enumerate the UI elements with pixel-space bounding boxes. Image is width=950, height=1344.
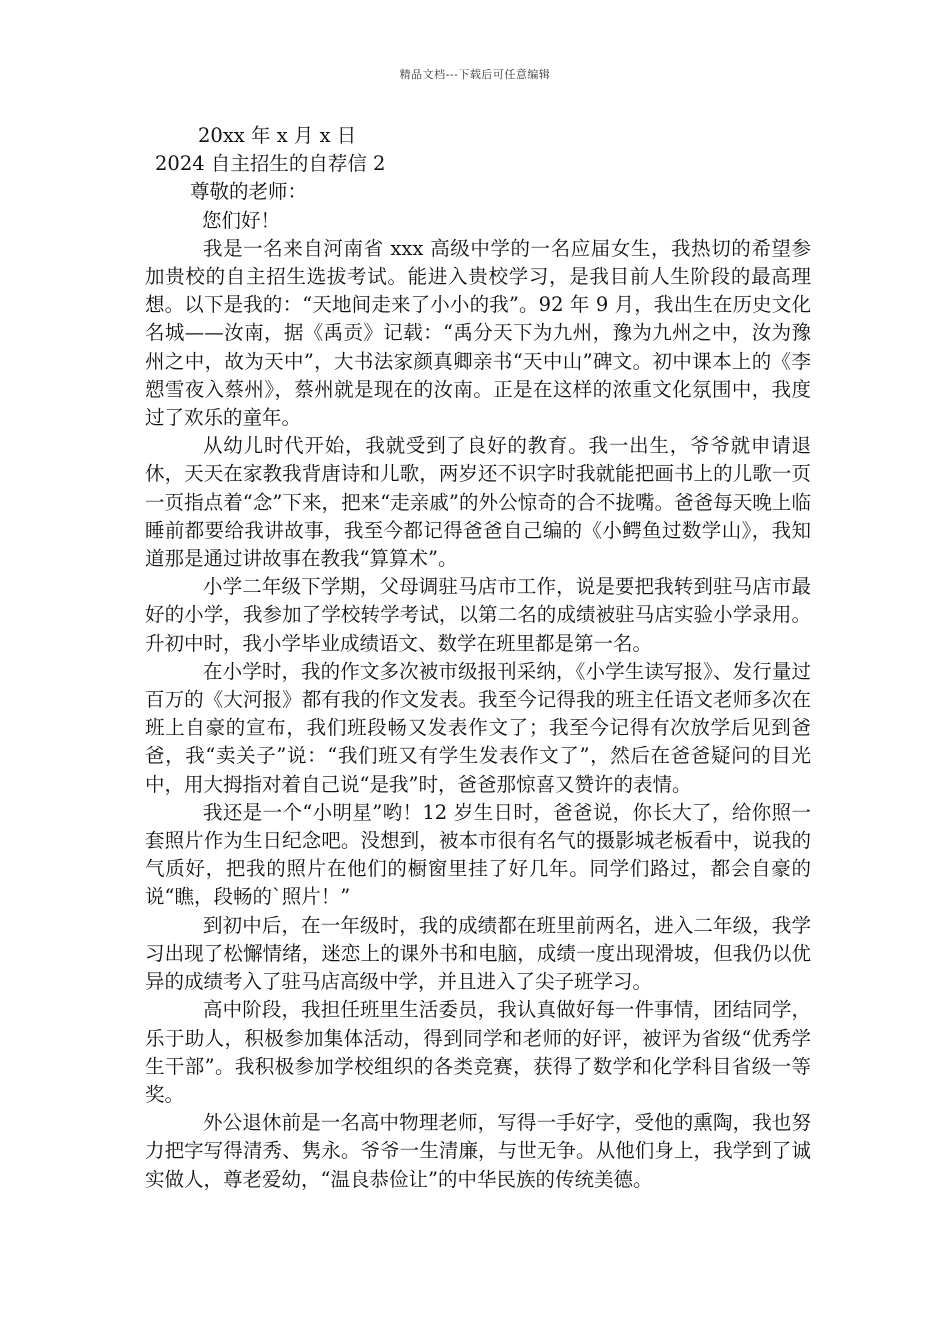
page-header-note: 精品文档---下载后可任意编辑 [399,68,551,81]
paragraph-high-school: 高中阶段，我担任班里生活委员，我认真做好每一件事情，团结同学，乐于助人，积极参加集体活动，得到同学和老师的好评，被评为省级“优秀学生干部”。我积极参加学校组织的各类竞赛，获得了数学和化学科目省级一等奖。 [145,998,811,1106]
paragraph-primary-transfer: 小学二年级下学期，父母调驻马店市工作，说是要把我转到驻马店市最好的小学，我参加了学校转学考试，以第二名的成绩被驻马店实验小学录用。升初中时，我小学毕业成绩语文、数学在班里都是第一名。 [145,575,811,655]
letter-greeting: 您们好！ [202,208,281,232]
paragraph-intro: 我是一名来自河南省 xxx 高级中学的一名应届女生，我热切的希望参加贵校的自主招生选拔考试。能进入贵校学习，是我目前人生阶段的最高理想。以下是我的：“天地间走来了小小的我”。92 年 9 月，我出生在历史文化名城——汝南，据《禹贡》记载：“禹分天下为九州，豫为九州之中，汝为豫州之中，故为天中”，大书法家颜真卿亲书“天中山”碑文。初中课本上的《李愬雪夜入蔡州》，蔡州就是现在的汝南。正是在这样的浓重文化氛围中，我度过了欢乐的童年。 [145,236,811,430]
letter-title: 2024 自主招生的自荐信 2 [155,152,386,176]
paragraph-little-star: 我还是一个“小明星”哟！12 岁生日时，爸爸说，你长大了，给你照一套照片作为生日纪念吧。没想到，被本市很有名气的摄影城老板看中，说我的气质好，把我的照片在他们的橱窗里挂了好几年。同学们路过，都会自豪的说“瞧，段畅的`照片！” [145,800,811,909]
paragraph-middle-school: 到初中后，在一年级时，我的成绩都在班里前两名，进入二年级，我学习出现了松懈情绪，迷恋上的课外书和电脑，成绩一度出现滑坡，但我仍以优异的成绩考入了驻马店高级中学，并且进入了尖子班学习。 [145,913,811,994]
paragraph-family-values: 外公退休前是一名高中物理老师，写得一手好字，受他的熏陶，我也努力把字写得清秀、隽永。爷爷一生清廉，与世无争。从他们身上，我学到了诚实做人，尊老爱幼，“温良恭俭让”的中华民族的传统美德。 [145,1111,811,1191]
paragraph-writing: 在小学时，我的作文多次被市级报刊采纳，《小学生读写报》、发行量过百万的《大河报》都有我的作文发表。我至今记得我的班主任语文老师多次在班上自豪的宣布，我们班段畅又发表作文了；我至今记得有次放学后见到爸爸，我“卖关子”说：“我们班又有学生发表作文了”，然后在爸爸疑问的目光中，用大拇指对着自己说“是我”时，爸爸那惊喜又赞许的表情。 [145,659,811,796]
paragraph-childhood: 从幼儿时代开始，我就受到了良好的教育。我一出生，爷爷就申请退休，天天在家教我背唐诗和儿歌，两岁还不识字时我就能把画书上的儿歌一页一页指点着“念”下来，把来“走亲戚”的外公惊奇的合不拢嘴。爸爸每天晚上临睡前都要给我讲故事，我至今都记得爸爸自己编的《小鳄鱼过数学山》，我知道那是通过讲故事在教我“算算术”。 [145,434,811,571]
letter-date: 20xx 年 x 月 x 日 [198,124,357,147]
letter-salutation: 尊敬的老师： [190,180,308,204]
letter-body [145,122,811,1194]
